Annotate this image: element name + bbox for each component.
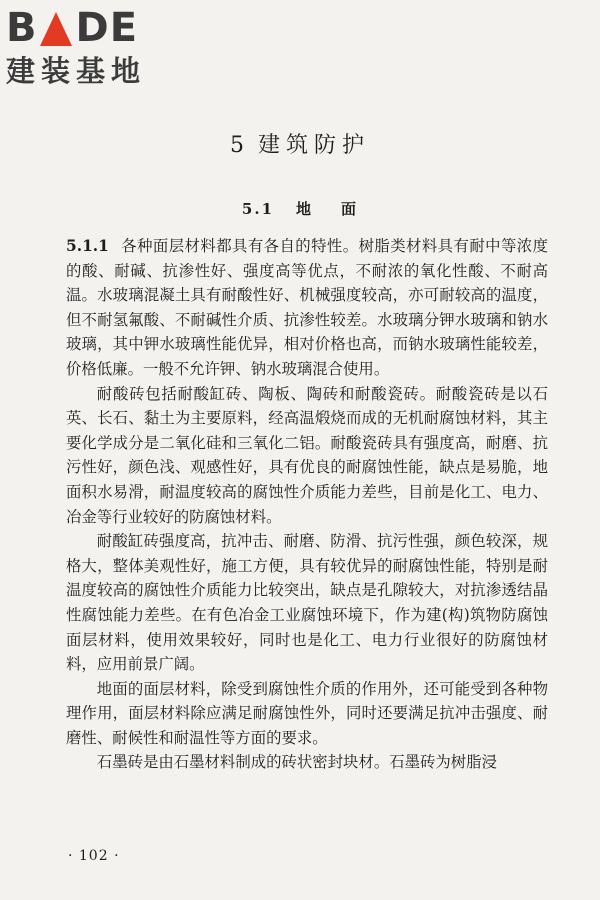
paragraph: 地面的面层材料，除受到腐蚀性介质的作用外，还可能受到各种物理作用，面层材料除应满足耐腐蚀性外，同时还要满足抗冲击强度、耐磨性、耐候性和耐温性等方面的要求。 [66, 679, 548, 747]
chapter-title-text: 建筑防护 [257, 133, 370, 158]
bade-logo [6, 6, 176, 92]
logo-a-triangle-icon [40, 12, 72, 46]
logo-subtitle: 建装基地 [6, 54, 147, 88]
logo-wordmark [6, 6, 176, 50]
logo-letters-de: DE [75, 5, 139, 51]
paragraph: 耐酸砖包括耐酸缸砖、陶板、陶砖和耐酸瓷砖。耐酸瓷砖是以石英、长石、黏土为主要原料，经高温煅烧而成的无机耐腐蚀材料，其主要化学成分是二氧化硅和三氧化二铝。耐酸瓷砖具有强度高，耐磨、抗污性好，颜色浅、观感性好，具有优良的耐腐蚀性能，缺点是易脆，地面积水易滑，耐温度较高的腐蚀性介质能力差些，目前是化工、电力、冶金等行业较好的防腐蚀材料。 [66, 384, 548, 526]
section-title-part1: 地 [296, 200, 314, 218]
clause-number: 5.1.1 [66, 237, 109, 255]
section-title [0, 198, 600, 219]
chapter-number: 5 [229, 133, 244, 158]
chapter-title [0, 128, 600, 159]
paragraph: 石墨砖是由石墨材料制成的砖状密封块材。石墨砖为树脂浸 [96, 753, 497, 772]
paragraph [66, 234, 548, 382]
body-text [66, 234, 548, 775]
paragraph-text: 各种面层材料都具有各自的特性。树脂类材料具有耐中等浓度的酸、耐碱、抗渗性好、强度高等优点，不耐浓的氧化性酸、不耐高温。水玻璃混凝土具有耐酸性好、机械强度较高，亦可耐较高的温度，但不耐氢氟酸、不耐碱性介质、抗渗性较差。水玻璃分钾水玻璃和钠水玻璃，其中钾水玻璃性能优异，相对价格也高，而钠水玻璃性能较差，价格低廉。一般不允许钾、钠水玻璃混合使用。 [66, 237, 548, 378]
paragraph: 耐酸缸砖强度高，抗冲击、耐磨、防滑、抗污性强，颜色较深，规格大，整体美观性好，施工方便，具有较优异的耐腐蚀性能，特别是耐温度较高的腐蚀性介质能力比较突出，缺点是孔隙较大，对抗渗透结晶性腐蚀能力差些。在有色冶金工业腐蚀环境下，作为建(构)筑物防腐蚀面层材料，使用效果较好，同时也是化工、电力行业很好的防腐蚀材料，应用前景广阔。 [66, 532, 548, 674]
logo-letter-b: B [6, 5, 38, 51]
section-title-part2: 面 [341, 200, 359, 218]
section-number: 5.1 [241, 200, 275, 218]
page-number: · 102 · [68, 848, 120, 864]
